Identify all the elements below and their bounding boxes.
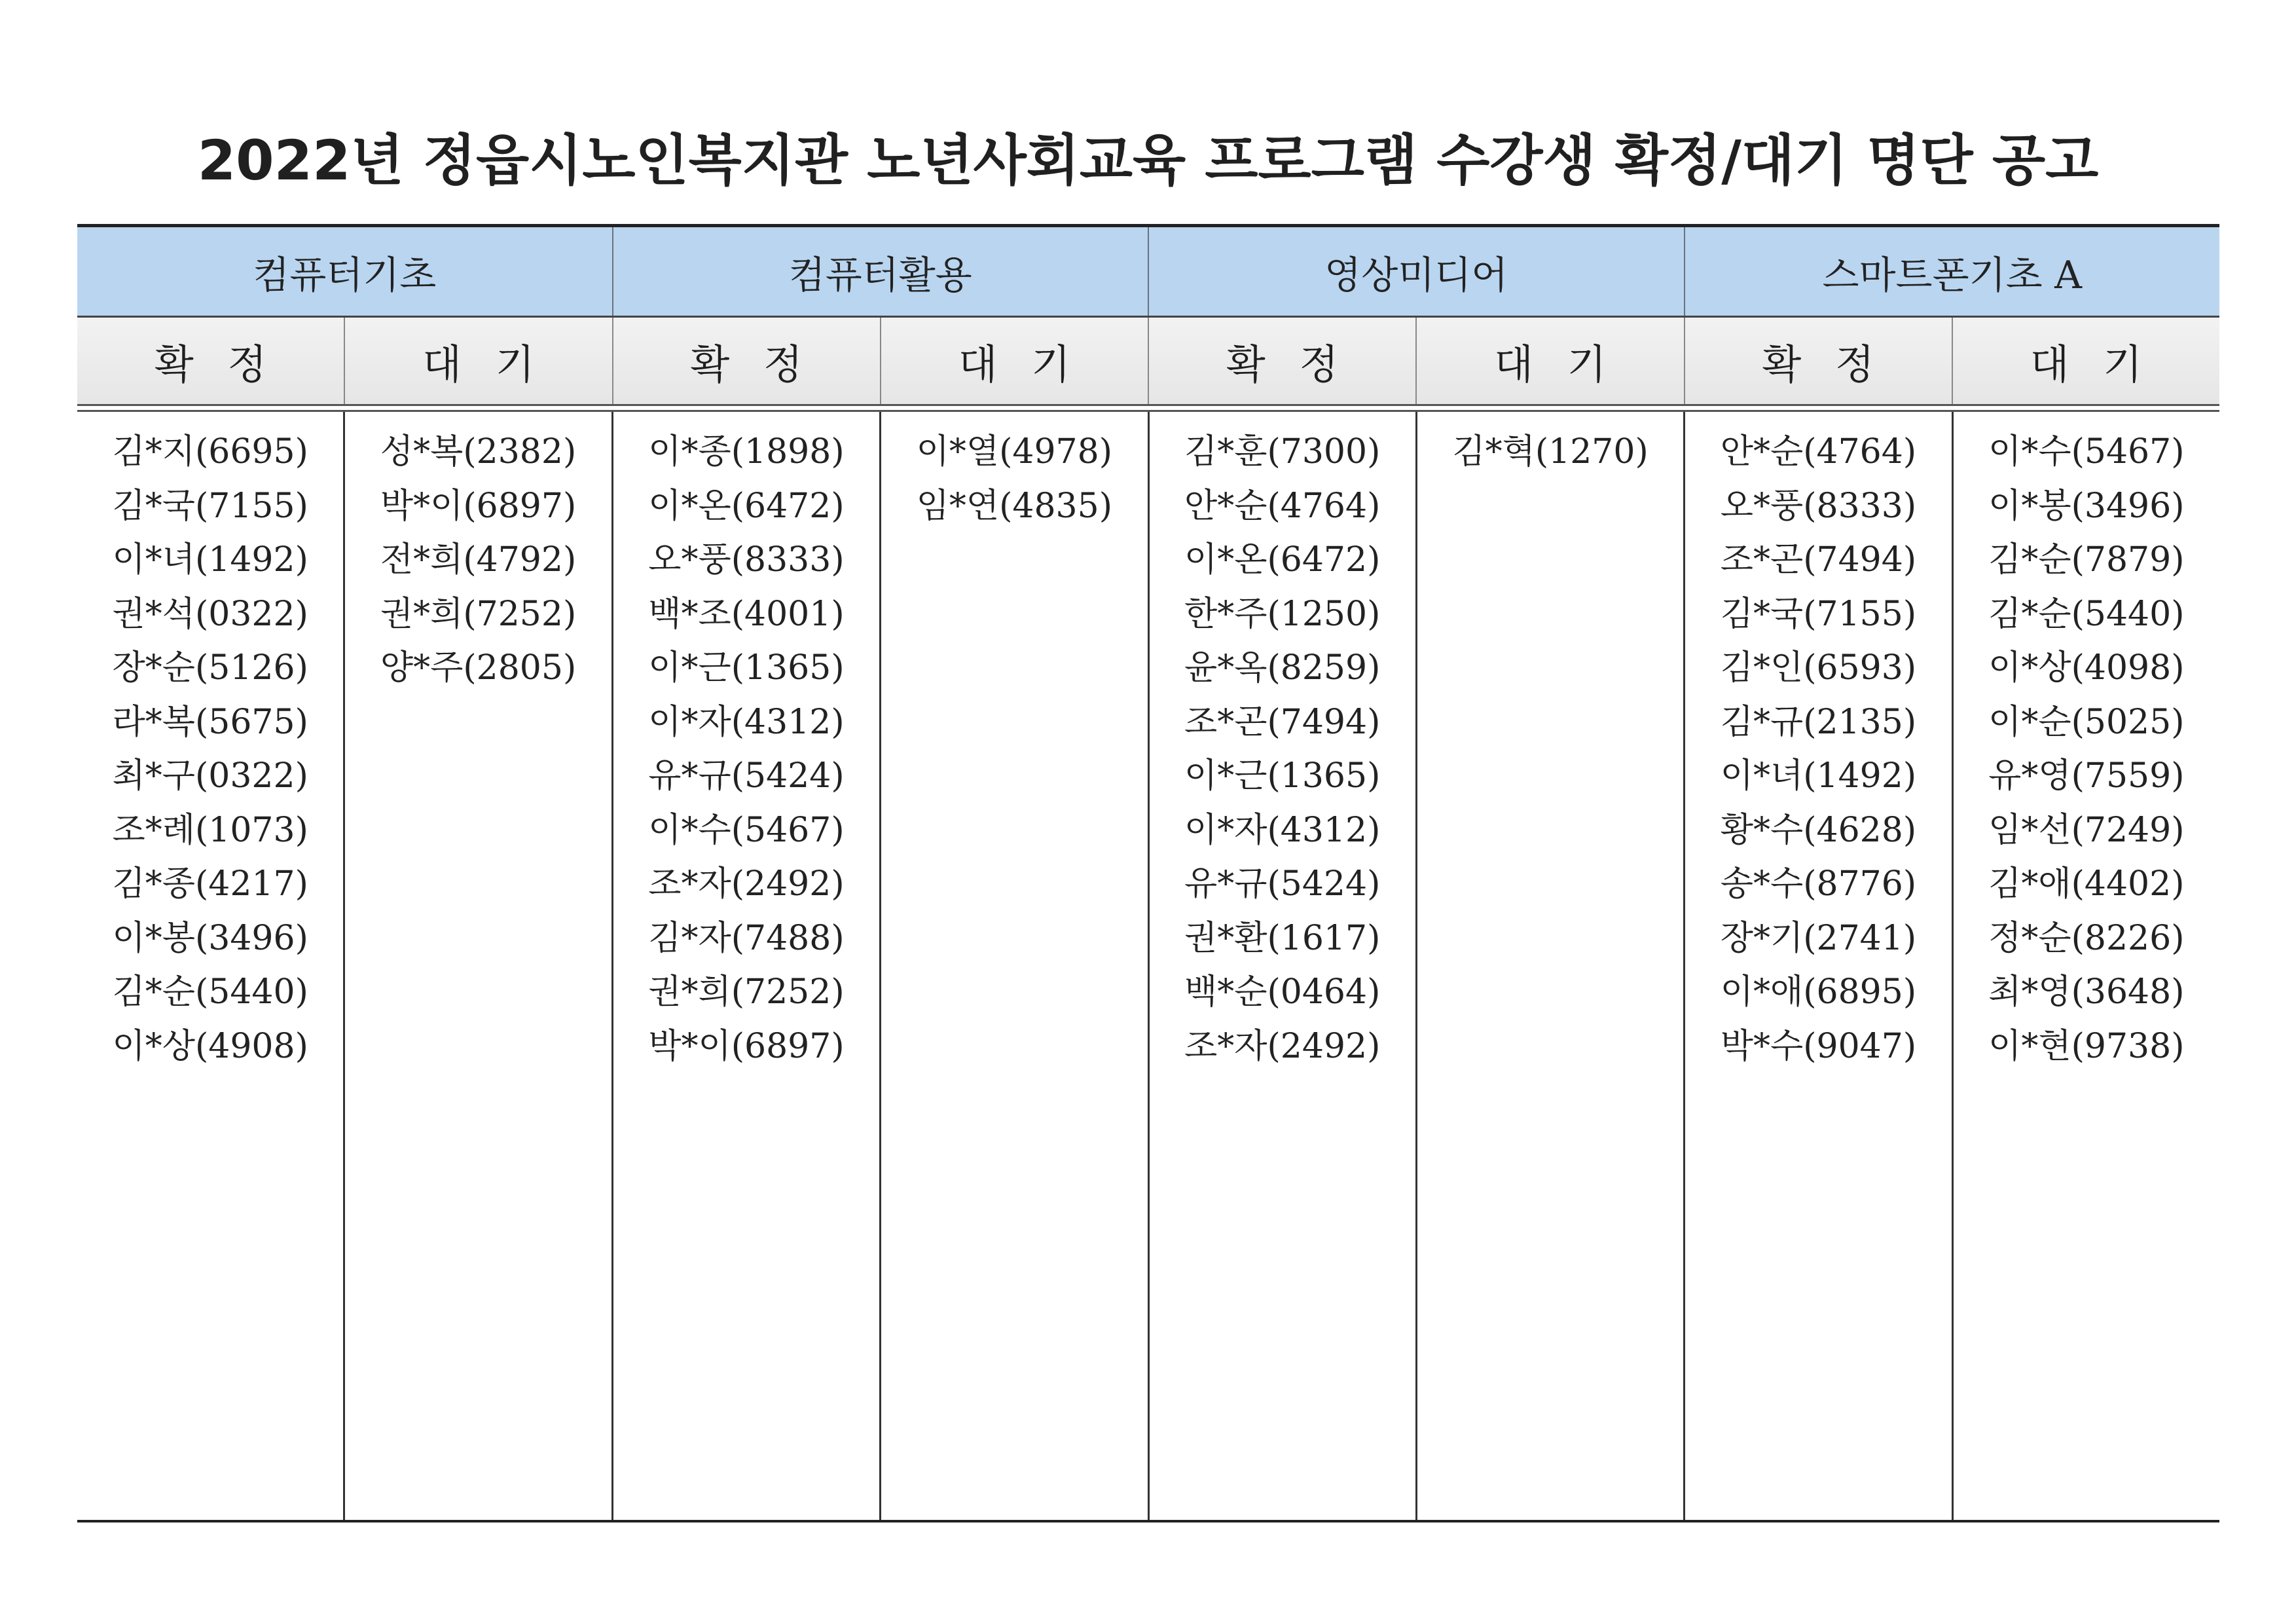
applicant-entry: 유*규(5424) (1184, 864, 1381, 904)
name-list-body (77, 412, 2219, 1520)
applicant-entry: 유*영(7559) (1988, 756, 2185, 796)
applicant-entry: 조*곤(7494) (1720, 540, 1917, 580)
double-rule-upper (77, 404, 2219, 406)
applicant-entry: 권*석(0322) (112, 594, 308, 634)
applicant-entry: 조*자(2492) (648, 864, 845, 904)
applicant-entry: 장*순(5126) (112, 648, 308, 688)
status-header-waiting: 대 기 (345, 318, 613, 404)
applicant-entry: 김*국(7155) (112, 486, 308, 526)
applicant-entry: 이*자(4312) (1184, 810, 1381, 850)
column-computer-applications-confirmed (613, 412, 881, 1520)
applicant-entry: 이*수(5467) (648, 810, 845, 850)
applicant-entry: 임*연(4835) (916, 486, 1112, 526)
applicant-entry: 장*기(2741) (1720, 918, 1917, 958)
column-computer-basics-confirmed (77, 412, 345, 1520)
roster-table (77, 224, 2219, 1524)
applicant-entry: 김*순(5440) (112, 972, 308, 1012)
applicant-entry: 김*종(4217) (112, 864, 308, 904)
column-video-media-waiting (1417, 412, 1685, 1520)
status-header-confirmed: 확 정 (1685, 318, 1953, 404)
applicant-entry: 박*이(6897) (648, 1026, 845, 1066)
applicant-entry: 이*봉(3496) (112, 918, 308, 958)
applicant-entry: 김*인(6593) (1720, 648, 1917, 688)
applicant-entry: 전*희(4792) (380, 540, 577, 580)
applicant-entry: 조*자(2492) (1184, 1026, 1381, 1066)
applicant-entry: 이*녀(1492) (1720, 756, 1917, 796)
applicant-entry: 권*희(7252) (380, 594, 577, 634)
applicant-entry: 김*자(7488) (648, 918, 845, 958)
applicant-entry: 이*근(1365) (1184, 756, 1381, 796)
status-header-waiting: 대 기 (1417, 318, 1685, 404)
applicant-entry: 이*자(4312) (648, 702, 845, 742)
applicant-entry: 조*곤(7494) (1184, 702, 1381, 742)
applicant-entry: 최*구(0322) (112, 756, 308, 796)
applicant-entry: 이*순(5025) (1988, 702, 2185, 742)
applicant-entry: 이*현(9738) (1988, 1026, 2185, 1066)
applicant-entry: 조*례(1073) (112, 810, 308, 850)
applicant-entry: 권*희(7252) (648, 972, 845, 1012)
course-header-row (77, 227, 2219, 316)
applicant-entry: 김*혁(1270) (1452, 432, 1649, 471)
course-header-video-media: 영상미디어 (1149, 227, 1685, 316)
applicant-entry: 김*지(6695) (112, 432, 308, 471)
applicant-entry: 이*애(6895) (1720, 972, 1917, 1012)
bottom-rule (77, 1520, 2219, 1522)
applicant-entry: 오*풍(8333) (1720, 486, 1917, 526)
applicant-entry: 박*수(9047) (1720, 1026, 1917, 1066)
applicant-entry: 김*규(2135) (1720, 702, 1917, 742)
applicant-entry: 유*규(5424) (648, 756, 845, 796)
column-computer-basics-waiting (345, 412, 613, 1520)
applicant-entry: 오*풍(8333) (648, 540, 845, 580)
applicant-entry: 이*상(4098) (1988, 648, 2185, 688)
applicant-entry: 김*순(5440) (1988, 594, 2185, 634)
applicant-entry: 안*순(4764) (1184, 486, 1381, 526)
applicant-entry: 백*조(4001) (648, 594, 845, 634)
applicant-entry: 안*순(4764) (1720, 432, 1917, 471)
status-header-waiting: 대 기 (1953, 318, 2219, 404)
column-video-media-confirmed (1150, 412, 1417, 1520)
applicant-entry: 성*복(2382) (380, 432, 577, 471)
status-header-confirmed: 확 정 (613, 318, 881, 404)
applicant-entry: 이*열(4978) (916, 432, 1112, 471)
applicant-entry: 황*수(4628) (1720, 810, 1917, 850)
applicant-entry: 정*순(8226) (1988, 918, 2185, 958)
course-header-computer-basics: 컴퓨터기초 (77, 227, 613, 316)
applicant-entry: 백*순(0464) (1184, 972, 1381, 1012)
status-header-row (77, 318, 2219, 404)
applicant-entry: 김*훈(7300) (1184, 432, 1381, 471)
applicant-entry: 라*복(5675) (112, 702, 308, 742)
applicant-entry: 이*종(1898) (648, 432, 845, 471)
applicant-entry: 권*환(1617) (1184, 918, 1381, 958)
applicant-entry: 이*봉(3496) (1988, 486, 2185, 526)
applicant-entry: 이*온(6472) (1184, 540, 1381, 580)
column-smartphone-basics-a-waiting (1954, 412, 2219, 1520)
applicant-entry: 이*녀(1492) (112, 540, 308, 580)
applicant-entry: 김*국(7155) (1720, 594, 1917, 634)
applicant-entry: 송*수(8776) (1720, 864, 1917, 904)
applicant-entry: 임*선(7249) (1988, 810, 2185, 850)
applicant-entry: 김*애(4402) (1988, 864, 2185, 904)
applicant-entry: 이*상(4908) (112, 1026, 308, 1066)
applicant-entry: 이*근(1365) (648, 648, 845, 688)
course-header-computer-applications: 컴퓨터활용 (613, 227, 1150, 316)
applicant-entry: 김*순(7879) (1988, 540, 2185, 580)
applicant-entry: 양*주(2805) (380, 648, 577, 688)
status-header-confirmed: 확 정 (77, 318, 345, 404)
status-header-waiting: 대 기 (881, 318, 1149, 404)
page-title: 2022년 정읍시노인복지관 노년사회교육 프로그램 수강생 확정/대기 명단 공고 (197, 128, 2099, 193)
applicant-entry: 이*수(5467) (1988, 432, 2185, 471)
column-computer-applications-waiting (881, 412, 1149, 1520)
course-header-smartphone-basics-a: 스마트폰기초 A (1685, 227, 2220, 316)
status-header-confirmed: 확 정 (1149, 318, 1417, 404)
applicant-entry: 윤*옥(8259) (1184, 648, 1381, 688)
column-smartphone-basics-a-confirmed (1685, 412, 1953, 1520)
applicant-entry: 한*주(1250) (1184, 594, 1381, 634)
applicant-entry: 최*영(3648) (1988, 972, 2185, 1012)
applicant-entry: 이*온(6472) (648, 486, 845, 526)
applicant-entry: 박*이(6897) (380, 486, 577, 526)
